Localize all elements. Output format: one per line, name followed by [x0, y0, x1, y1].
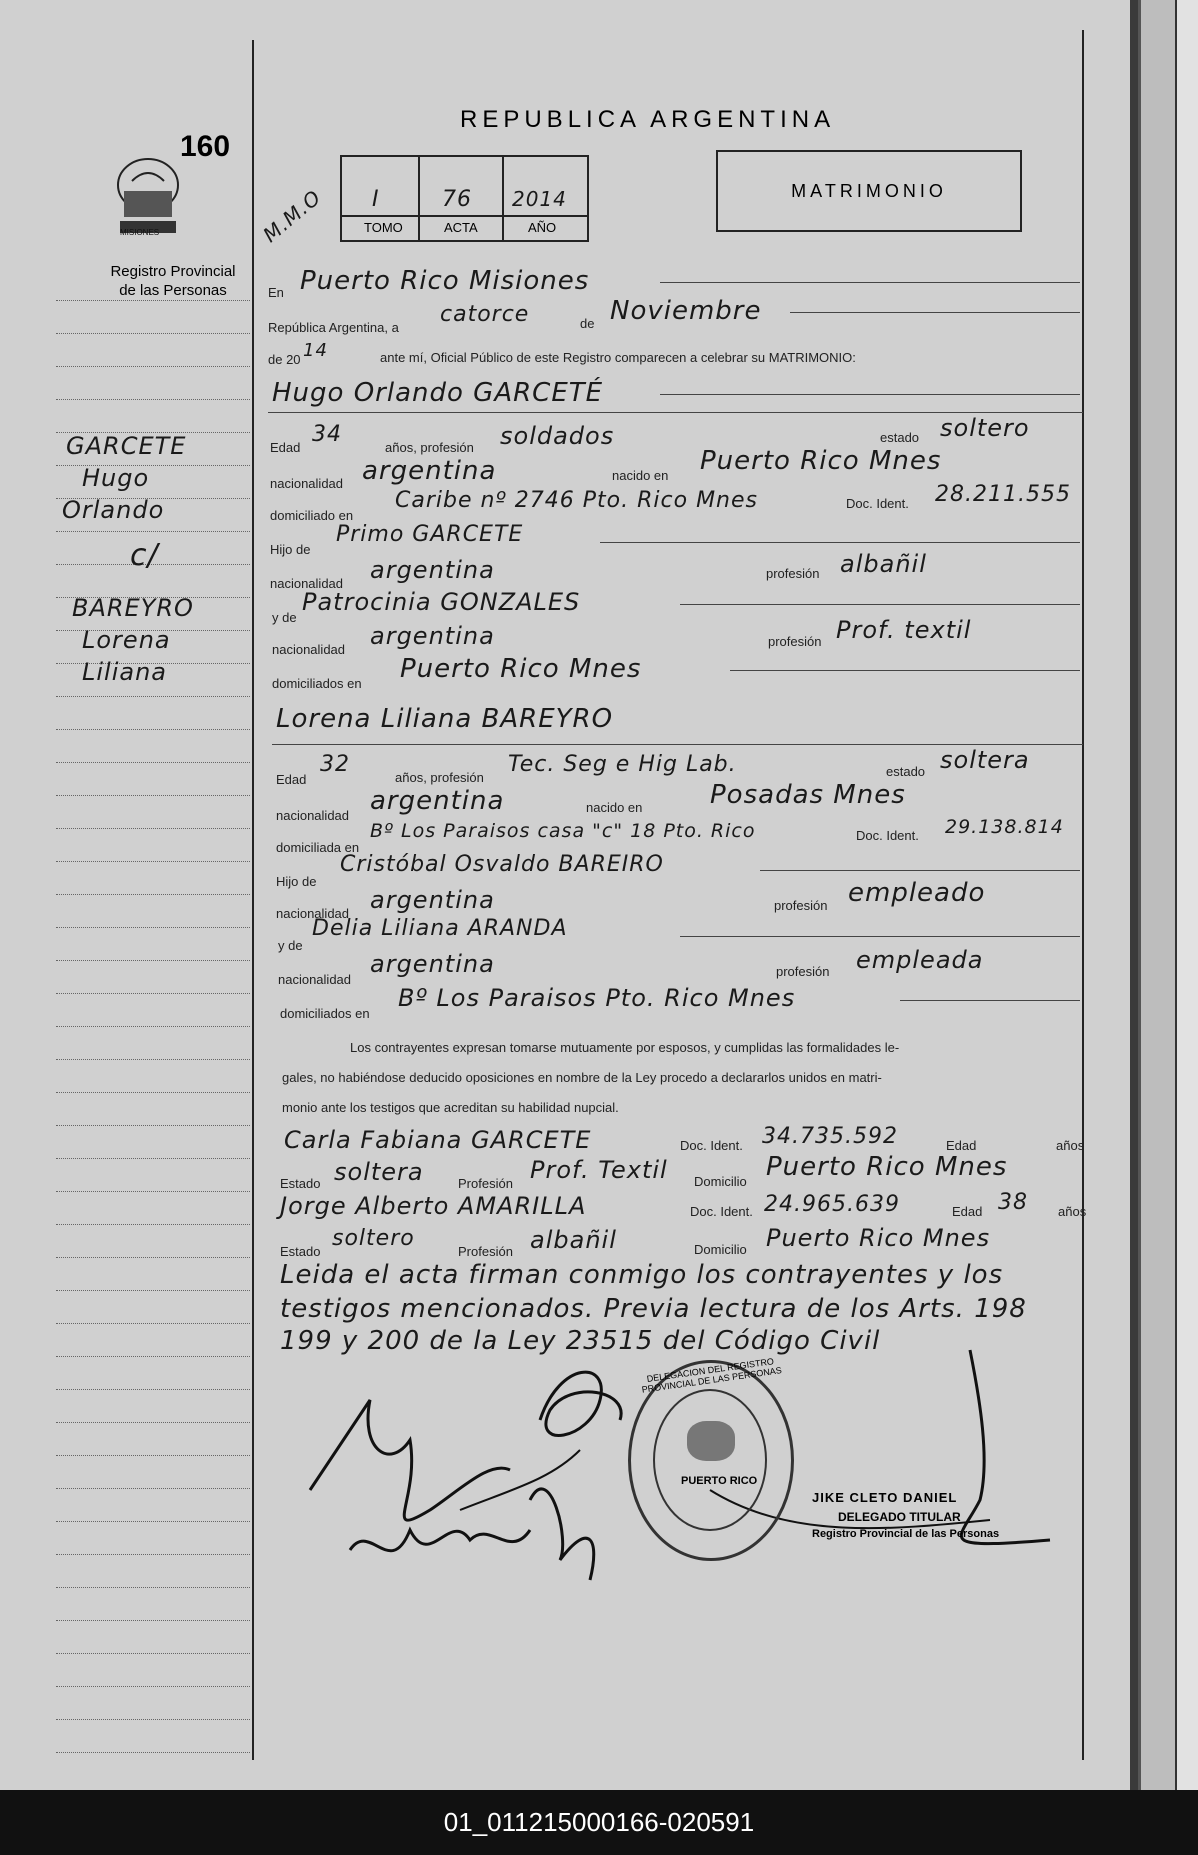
- day-value: catorce: [440, 302, 530, 327]
- bride-age: 32: [320, 752, 350, 777]
- witness1-estado: soltera: [334, 1158, 424, 1186]
- bride-father: Cristóbal Osvaldo BAREIRO: [340, 852, 664, 877]
- groom-age: 34: [312, 422, 342, 447]
- margin-rule-line: [56, 1158, 250, 1159]
- bride-father-nat: argentina: [370, 886, 495, 914]
- tomo-label: TOMO: [364, 220, 403, 235]
- groom-name: Hugo Orlando GARCETÉ: [272, 378, 604, 408]
- folio-number: 160: [180, 130, 231, 163]
- year-suffix: 14: [303, 340, 328, 361]
- bride-estado: soltera: [940, 746, 1030, 774]
- margin-rule-line: [56, 1092, 250, 1093]
- en-label: En: [268, 285, 284, 300]
- official-registry: Registro Provincial de las Personas: [812, 1528, 1000, 1540]
- country-title: REPUBLICA ARGENTINA: [460, 106, 836, 133]
- witness2-dom: Puerto Rico Mnes: [766, 1224, 991, 1252]
- acta-value: 76: [442, 187, 472, 212]
- margin-rule-line: [56, 1521, 250, 1522]
- margin-rule-line: [56, 1620, 250, 1621]
- margin-rule-line: [56, 696, 250, 697]
- margin-rule-line: [56, 1488, 250, 1489]
- margin-rule-line: [56, 1686, 250, 1687]
- groom-father-nat: argentina: [370, 556, 495, 584]
- bride-profession: Tec. Seg e Hig Lab.: [508, 752, 737, 777]
- closing-line-2: testigos mencionados. Previa lectura de los Arts. 198: [280, 1294, 1027, 1324]
- margin-rule-line: [56, 1356, 250, 1357]
- groom-mother: Patrocinia GONZALES: [302, 588, 581, 616]
- groom-father-prof: albañil: [840, 550, 927, 578]
- margin-rule: [252, 40, 254, 1760]
- margin-rule-line: [56, 1191, 250, 1192]
- record-number-box: [340, 155, 589, 242]
- bride-father-prof: empleado: [848, 878, 986, 908]
- seal-label: MISIONES: [120, 228, 160, 237]
- margin-rule-line: [56, 1587, 250, 1588]
- declaration-line-2: gales, no habiéndose deducido oposiciones en nombre de la Ley procedo a declararlos unidos en matri-: [282, 1070, 882, 1085]
- act-type-box: MATRIMONIO: [716, 150, 1022, 232]
- margin-rule-line: [56, 828, 250, 829]
- margin-rule-line: [56, 1290, 250, 1291]
- bride-mother-nat: argentina: [370, 950, 495, 978]
- margin-rule-line: [56, 1026, 250, 1027]
- witness2-name: Jorge Alberto AMARILLA: [280, 1192, 587, 1220]
- margin-rule-line: [56, 1125, 250, 1126]
- witness2-age: 38: [998, 1190, 1028, 1215]
- rep-label: República Argentina, a: [268, 320, 399, 335]
- mmo-note: M.M.O: [258, 184, 326, 248]
- witness1-doc: 34.735.592: [762, 1124, 898, 1149]
- stamp-emblem-icon: [687, 1421, 735, 1461]
- margin-rule-line: [56, 927, 250, 928]
- groom-parents-address: Puerto Rico Mnes: [400, 654, 642, 684]
- closing-line-3: 199 y 200 de la Ley 23515 del Código Civil: [280, 1326, 881, 1356]
- de-label: de: [580, 316, 595, 331]
- groom-estado: soltero: [940, 414, 1030, 442]
- margin-rule-line: [56, 795, 250, 796]
- ano-label: AÑO: [528, 220, 557, 235]
- bride-doc: 29.138.814: [945, 816, 1064, 838]
- groom-birthplace: Puerto Rico Mnes: [700, 446, 942, 476]
- margin-rule-line: [56, 729, 250, 730]
- groom-nationality: argentina: [362, 456, 497, 486]
- groom-mother-nat: argentina: [370, 622, 495, 650]
- official-title: DELEGADO TITULAR: [838, 1510, 961, 1524]
- margin-rule-line: [56, 1389, 250, 1390]
- stamp-ring-text: DELEGACION DEL REGISTRO PROVINCIAL DE LAS PERSONAS: [641, 1356, 783, 1395]
- declaration-line-3: monio ante los testigos que acreditan su habilidad nupcial.: [282, 1100, 619, 1115]
- ano-value: 2014: [512, 187, 567, 211]
- bride-mother-prof: empleada: [856, 946, 984, 974]
- groom-mother-prof: Prof. textil: [836, 616, 972, 644]
- stamp-center-text: PUERTO RICO: [681, 1475, 758, 1487]
- margin-rule-line: [56, 762, 250, 763]
- witness1-name: Carla Fabiana GARCETE: [284, 1126, 592, 1154]
- bride-mother: Delia Liliana ARANDA: [312, 916, 568, 941]
- margin-rule-line: [56, 1257, 250, 1258]
- margin-rule-line: [56, 960, 250, 961]
- margin-rule-line: [56, 993, 250, 994]
- witness1-dom: Puerto Rico Mnes: [766, 1152, 1008, 1182]
- margin-rule-line: [56, 894, 250, 895]
- declaration-line-1: Los contrayentes expresan tomarse mutuamente por esposos, y cumplidas las formalidades le-: [350, 1040, 900, 1055]
- margin-rule-line: [56, 1059, 250, 1060]
- month-value: Noviembre: [610, 296, 762, 326]
- groom-profession: soldados: [500, 422, 615, 450]
- document-page: 160 MISIONES Registro Provincial de las Personas REPUBLICA ARGENTINA M.M.O I 76 2014 TOMO ACTA AÑO MATRIMONIO GARCETE Hugo Orlando c/ BAREYRO Lorena Liliana En Puerto Rico Misiones República Argentina, a catorce de Noviembre de 20 14 ante mí, Oficial Público de este Registro comparecen a celebrar su MATRIMONIO: Hugo Orlando GARCETÉ Edad 34 años, profesión soldados estado soltero nacionalidad argentina nacido en Puerto Rico Mnes domiciliado en Caribe nº 2746 Pto. Rico Mnes Doc. Ident. 28.211.555 Hijo de Primo GARCETE nacionalidad argentina profesión albañil y de Patrocinia GONZALES nacionalidad argentina profesión Prof. textil domiciliados en Puerto Rico Mnes Lorena Liliana BAREYRO Edad 32 años, profesión Tec. Seg e Hig Lab. estado soltera nacionalidad argentina nacido en Posadas Mnes domiciliada en Bº Los Paraisos casa "c" 18 Pto. Rico Doc. Ident. 29.138.814 Hijo de Cristóbal Osvaldo BAREIRO nacionalidad argentina profesión empleado y de Delia Liliana ARANDA nacionalidad argentina profesión empleada domiciliados en Bº Los Paraisos Pto. Rico Mnes Los contrayentes expresan tomarse mutuamente por esposos, y cumplidas las formalidades le- gales, no habiéndose deducido oposiciones en nombre de la Ley procedo a declararlos unidos en matri- monio ante los testigos que acreditan su habilidad nupcial. Carla Fabiana GARCETE Doc. Ident. 34.735.592 Edad años Estado soltera Profesión Prof. Textil Domicilio Puerto Rico Mnes Jorge Alberto AMARILLA Doc. Ident. 24.965.639 Edad 38 años Estado soltero Profesión albañil Domicilio Puerto Rico Mnes Leida el acta firman conmigo los contrayentes y los testigos mencionados. Previa lectura de los Arts. 198 199 y 200 de la Ley 23515 del Código Civil DELEGACION DEL REGISTRO PROVINCIAL DE LAS PERSONAS PUERTO RICO JIKE CLETO DANIEL DELEGADO TITULAR Registro Provincial de las Personas: [0, 0, 1130, 1790]
- witness2-doc: 24.965.639: [764, 1192, 900, 1217]
- margin-rule-line: [56, 1455, 250, 1456]
- year-prefix: de 20: [268, 352, 301, 367]
- bride-parents-address: Bº Los Paraisos Pto. Rico Mnes: [398, 984, 796, 1012]
- margin-rule-line: [56, 1653, 250, 1654]
- intro-text: ante mí, Oficial Público de este Registro comparecen a celebrar su MATRIMONIO:: [380, 350, 856, 365]
- margin-rule-line: [56, 1554, 250, 1555]
- registry-name: Registro Provincial de las Personas: [110, 263, 236, 299]
- margin-rule-line: [56, 399, 250, 400]
- margin-rule-line: [56, 1422, 250, 1423]
- bride-birthplace: Posadas Mnes: [710, 780, 906, 810]
- scan-id: 01_011215000166-020591: [0, 1790, 1198, 1855]
- groom-doc: 28.211.555: [935, 482, 1071, 507]
- witness1-prof: Prof. Textil: [530, 1156, 668, 1184]
- groom-father: Primo GARCETE: [336, 522, 524, 547]
- tomo-value: I: [372, 187, 380, 212]
- margin-rule-line: [56, 1224, 250, 1225]
- bride-address: Bº Los Paraisos casa "c" 18 Pto. Rico: [370, 820, 756, 842]
- official-name: JIKE CLETO DANIEL: [812, 1490, 958, 1505]
- bride-name: Lorena Liliana BAREYRO: [276, 704, 614, 734]
- margin-rule-line: [56, 1719, 250, 1720]
- margin-rule-line: [56, 366, 250, 367]
- witness2-estado: soltero: [332, 1226, 415, 1251]
- margin-rule-line: [56, 1752, 250, 1753]
- witness2-prof: albañil: [530, 1226, 617, 1254]
- page-edge-outer: [1175, 0, 1198, 1790]
- bride-nationality: argentina: [370, 786, 505, 816]
- place-value: Puerto Rico Misiones: [300, 266, 590, 296]
- registry-stamp: [628, 1356, 794, 1561]
- closing-line-1: Leida el acta firman conmigo los contrayentes y los: [280, 1260, 1004, 1290]
- margin-rule-line: [56, 861, 250, 862]
- margin-rule-line: [56, 1323, 250, 1324]
- groom-address: Caribe nº 2746 Pto. Rico Mnes: [395, 488, 758, 513]
- acta-label: ACTA: [444, 220, 478, 235]
- margin-rule-line: [56, 300, 250, 301]
- margin-note: GARCETE Hugo Orlando c/ BAREYRO Lorena Liliana: [62, 432, 194, 686]
- right-rule: [1082, 30, 1084, 1760]
- margin-rule-line: [56, 333, 250, 334]
